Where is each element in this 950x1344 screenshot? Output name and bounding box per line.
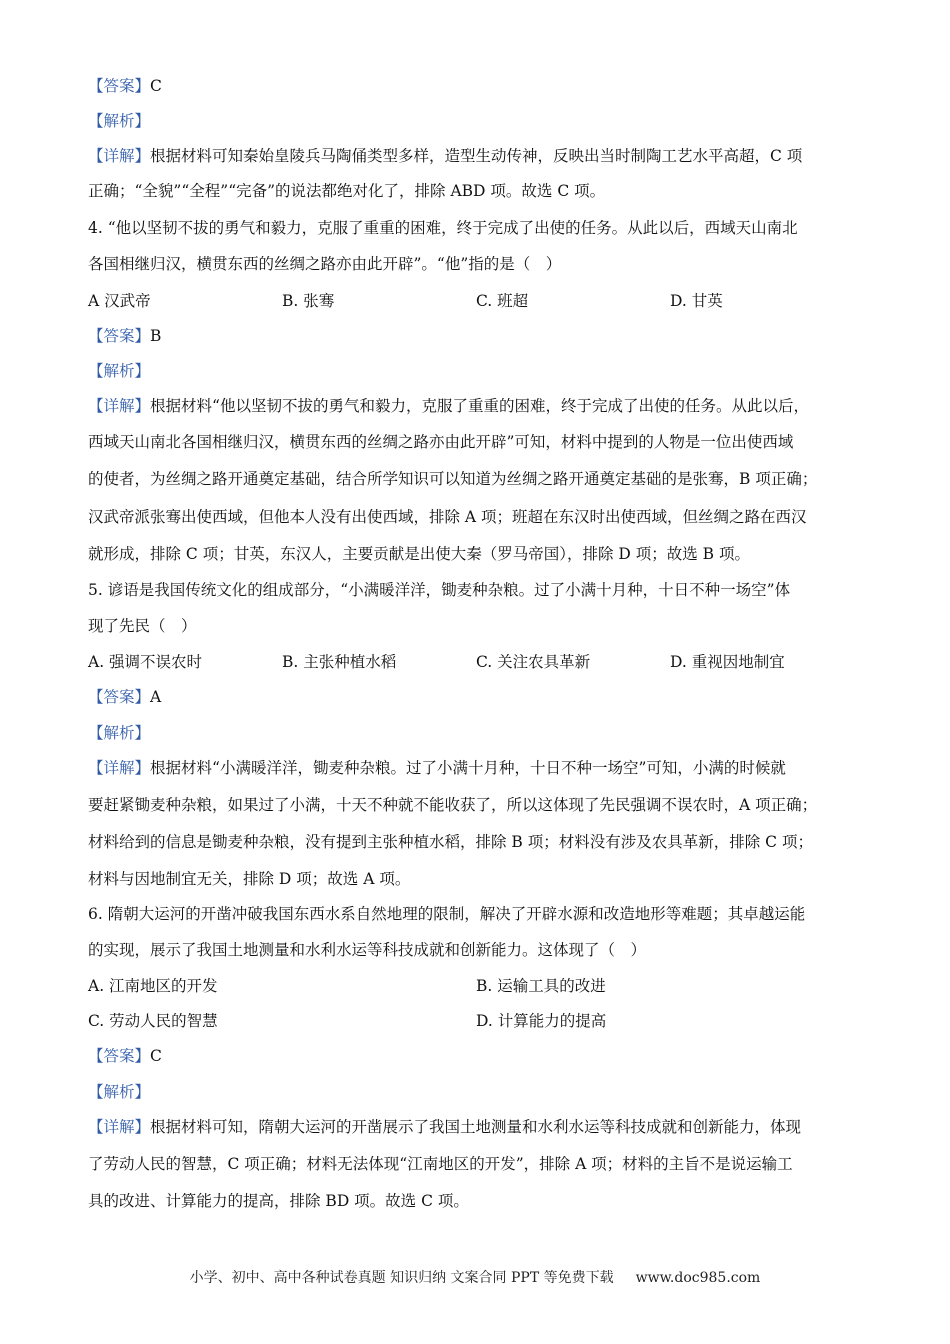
detail-tag: 【详解】 xyxy=(88,759,151,777)
detail-text: 根据材料“小满暖洋洋，锄麦种杂粮。过了小满十月种，十日不种一场空”可知，小满的时候就 xyxy=(150,759,786,777)
question-stem: 4. “他以坚韧不拔的勇气和毅力，克服了重重的困难，终于完成了出使的任务。从此以后，西域天山南北 xyxy=(88,219,798,237)
analysis-tag: 【解析】 xyxy=(88,724,151,742)
detail-tag: 【详解】 xyxy=(88,147,151,165)
answer-value: B xyxy=(150,327,162,345)
detail-line: 就形成，排除 C 项；甘英，东汉人，主要贡献是出使大秦（罗马帝国），排除 D 项；故选 B 项。 xyxy=(88,545,750,563)
option-c: C. 关注农具革新 xyxy=(476,653,591,671)
analysis-line xyxy=(88,354,868,388)
analysis-tag: 【解析】 xyxy=(88,362,151,380)
detail-line xyxy=(88,139,868,173)
answer-line xyxy=(88,319,868,353)
question-stem: 现了先民（ ） xyxy=(88,617,197,635)
option-d: D. 甘英 xyxy=(670,292,723,310)
option-d: D. 重视因地制宜 xyxy=(670,653,785,671)
detail-line: 材料与因地制宜无关，排除 D 项；故选 A 项。 xyxy=(88,870,411,888)
detail-text: 根据材料可知，隋朝大运河的开凿展示了我国土地测量和水利水运等科技成就和创新能力，体现 xyxy=(150,1118,802,1136)
detail-tag: 【详解】 xyxy=(88,397,151,415)
detail-line: 材料给到的信息是锄麦种杂粮，没有提到主张种植水稻，排除 B 项；材料没有涉及农具革新，排除 C 项； xyxy=(88,833,813,851)
detail-line xyxy=(88,1110,868,1144)
option-c: C. 班超 xyxy=(476,292,529,310)
footer-text: 小学、初中、高中各种试卷真题 知识归纳 文案合同 PPT 等免费下载 xyxy=(189,1270,614,1286)
option-d: D. 计算能力的提高 xyxy=(476,1012,607,1030)
detail-line xyxy=(88,751,868,785)
detail-line: 的使者，为丝绸之路开通奠定基础，结合所学知识可以知道为丝绸之路开通奠定基础的是张骞，B 项正确； xyxy=(88,470,818,488)
detail-line: 具的改进、计算能力的提高，排除 BD 项。故选 C 项。 xyxy=(88,1192,469,1210)
option-b: B. 张骞 xyxy=(282,292,335,310)
detail-tag: 【详解】 xyxy=(88,1118,151,1136)
answer-tag: 【答案】 xyxy=(88,77,151,95)
option-b: B. 运输工具的改进 xyxy=(476,977,606,995)
detail-text: 根据材料“他以坚韧不拔的勇气和毅力，克服了重重的困难，终于完成了出使的任务。从此以后， xyxy=(150,397,809,415)
answer-tag: 【答案】 xyxy=(88,688,151,706)
option-a: A 汉武帝 xyxy=(88,292,151,310)
analysis-line xyxy=(88,104,868,138)
option-b: B. 主张种植水稻 xyxy=(282,653,397,671)
page-footer xyxy=(0,1266,950,1290)
detail-line: 正确；“全貌”“全程”“完备”的说法都绝对化了，排除 ABD 项。故选 C 项。 xyxy=(88,182,606,200)
analysis-line xyxy=(88,716,868,750)
analysis-tag: 【解析】 xyxy=(88,1083,151,1101)
answer-value: C xyxy=(150,77,162,95)
question-stem: 6. 隋朝大运河的开凿冲破我国东西水系自然地理的限制，解决了开辟水源和改造地形等难题；其卓越运能 xyxy=(88,905,806,923)
option-a: A. 江南地区的开发 xyxy=(88,977,218,995)
answer-line xyxy=(88,1039,868,1073)
question-stem: 的实现，展示了我国土地测量和水利水运等科技成就和创新能力。这体现了（ ） xyxy=(88,941,647,959)
analysis-tag: 【解析】 xyxy=(88,112,151,130)
question-stem: 5. 谚语是我国传统文化的组成部分，“小满暖洋洋，锄麦种杂粮。过了小满十月种，十日不种一场空”体 xyxy=(88,581,791,599)
detail-line: 西域天山南北各国相继归汉，横贯东西的丝绸之路亦由此开辟”可知，材料中提到的人物是一位出使西域 xyxy=(88,433,794,451)
option-c: C. 劳动人民的智慧 xyxy=(88,1012,218,1030)
detail-line: 要赶紧锄麦种杂粮，如果过了小满，十天不种就不能收获了，所以这体现了先民强调不误农时，A 项正确； xyxy=(88,796,818,814)
option-a: A. 强调不误农时 xyxy=(88,653,203,671)
detail-line xyxy=(88,389,868,423)
answer-value: A xyxy=(150,688,162,706)
footer-url[interactable]: www.doc985.com xyxy=(635,1270,761,1286)
detail-line: 汉武帝派张骞出使西域，但他本人没有出使西域，排除 A 项；班超在东汉时出使西域，但丝绸之路在西汉 xyxy=(88,508,807,526)
answer-value: C xyxy=(150,1047,162,1065)
answer-tag: 【答案】 xyxy=(88,327,151,345)
question-stem: 各国相继归汉，横贯东西的丝绸之路亦由此开辟”。“他”指的是（ ） xyxy=(88,255,562,273)
answer-line xyxy=(88,680,868,714)
answer-line xyxy=(88,69,868,103)
detail-line: 了劳动人民的智慧，C 项正确；材料无法体现“江南地区的开发”，排除 A 项；材料的主旨不是说运输工 xyxy=(88,1155,793,1173)
analysis-line xyxy=(88,1075,868,1109)
answer-tag: 【答案】 xyxy=(88,1047,151,1065)
detail-text: 根据材料可知秦始皇陵兵马陶俑类型多样，造型生动传神，反映出当时制陶工艺水平高超，C 项 xyxy=(150,147,803,165)
